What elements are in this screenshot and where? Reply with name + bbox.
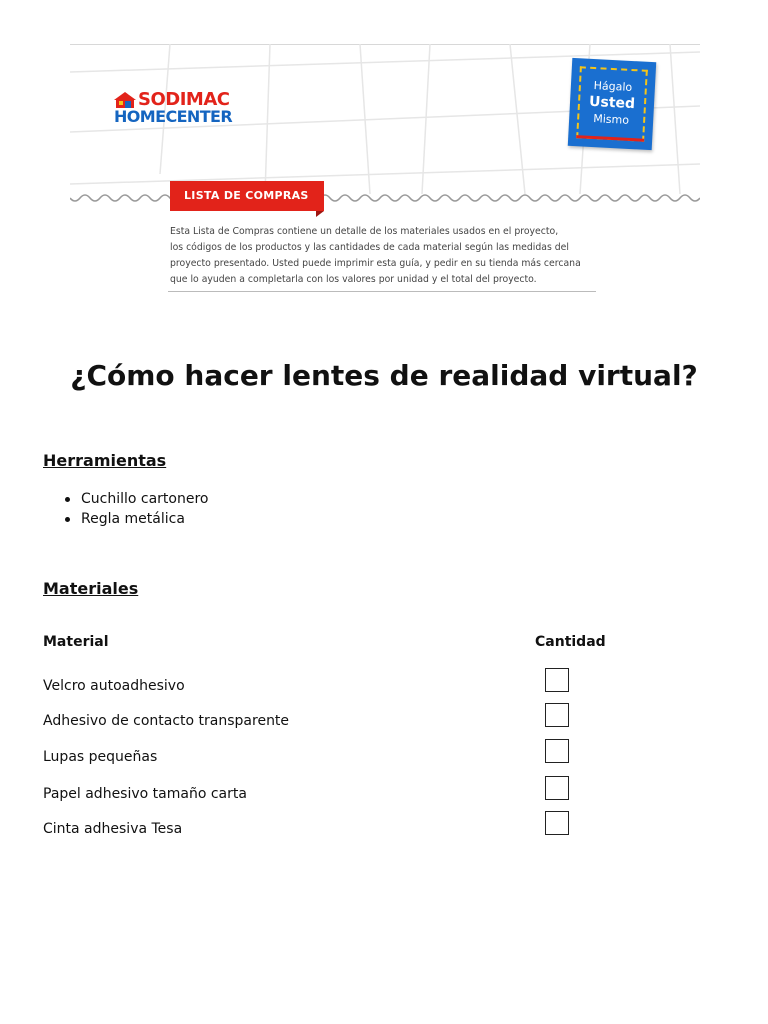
- tool-item: Regla metálica: [64, 509, 209, 529]
- quantity-checkbox[interactable]: [545, 739, 569, 763]
- banner-wave-border: [70, 192, 700, 206]
- quantity-checkbox[interactable]: [545, 811, 569, 835]
- material-row: [0, 707, 768, 735]
- quantity-checkbox[interactable]: [545, 668, 569, 692]
- tools-list: [64, 489, 209, 529]
- badge-text-line-3: Mismo: [592, 112, 630, 127]
- material-row: [0, 815, 768, 843]
- logo-sodimac-text: SODIMAC: [138, 89, 230, 110]
- material-row: [0, 743, 768, 771]
- material-row: [0, 672, 768, 700]
- intro-divider: [168, 291, 596, 292]
- house-logo-icon: [114, 92, 136, 108]
- sodimac-homecenter-logo: [114, 90, 264, 130]
- shopping-list-ribbon: LISTA DE COMPRAS: [170, 181, 324, 211]
- badge-text-line-1: Hágalo: [593, 79, 633, 95]
- material-name: Adhesivo de contacto transparente: [43, 713, 290, 729]
- quantity-checkbox[interactable]: [545, 703, 569, 727]
- badge-text-line-2: Usted: [588, 93, 636, 113]
- tool-item: Cuchillo cartonero: [64, 489, 209, 509]
- ribbon-fold: [316, 211, 324, 217]
- hagalo-usted-mismo-badge: [568, 58, 656, 150]
- material-row: [0, 780, 768, 808]
- page-title: ¿Cómo hacer lentes de realidad virtual?: [70, 359, 698, 392]
- column-header-quantity: Cantidad: [535, 634, 606, 650]
- material-name: Cinta adhesiva Tesa: [43, 821, 183, 837]
- material-name: Papel adhesivo tamaño carta: [43, 786, 247, 802]
- intro-paragraph: Esta Lista de Compras contiene un detalle de los materiales usados en el proyecto, los códigos de los productos y las cantidades de cada material según las medidas del proyecto presentado. Usted puede imprimir esta guía, y pedir en su tienda más cercana que lo ayuden a completarla con los valores por unidad y el total del proyecto.: [170, 226, 581, 285]
- logo-homecenter-text: HOMECENTER: [114, 107, 233, 126]
- material-name: Lupas pequeñas: [43, 749, 158, 765]
- shopping-list-banner: [70, 44, 700, 294]
- tools-heading: Herramientas: [43, 451, 167, 470]
- material-name: Velcro autoadhesivo: [43, 678, 185, 694]
- materials-heading: Materiales: [43, 579, 139, 598]
- quantity-checkbox[interactable]: [545, 776, 569, 800]
- column-header-material: Material: [43, 634, 109, 650]
